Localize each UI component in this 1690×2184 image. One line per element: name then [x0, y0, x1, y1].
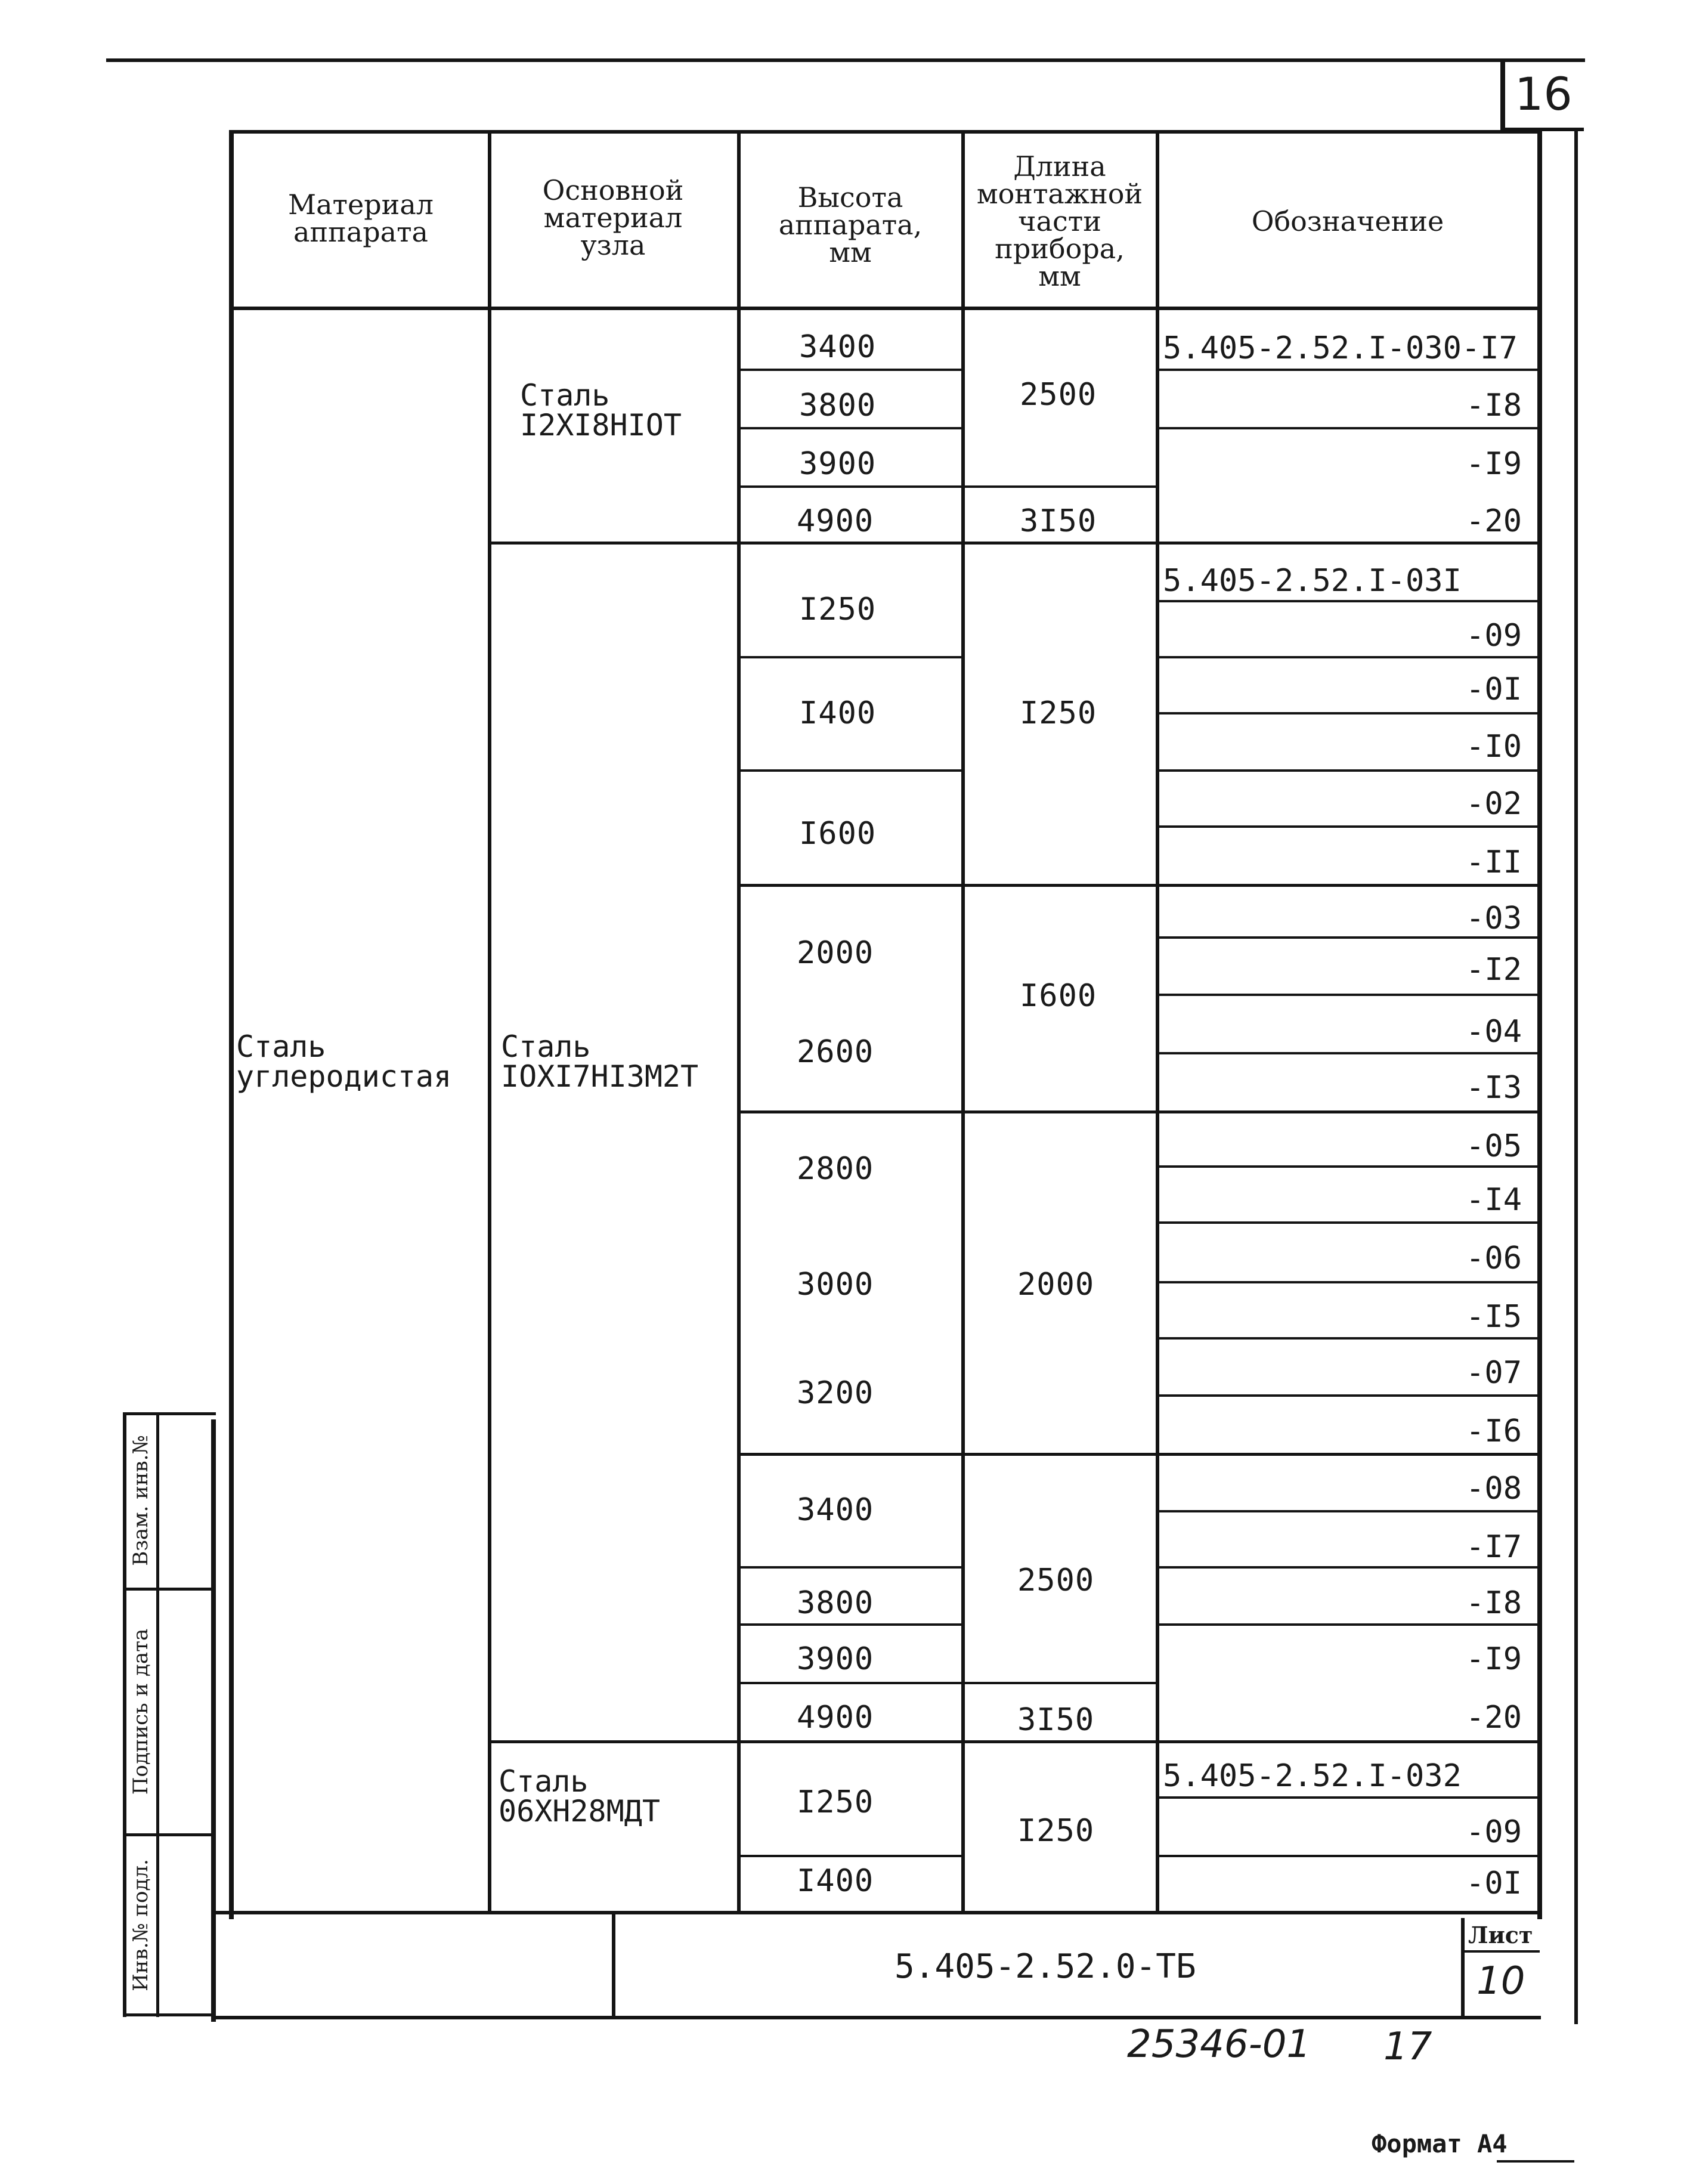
height-sep [739, 427, 964, 429]
designation-sep [1158, 1337, 1540, 1340]
height-cell: 3900 [797, 1641, 874, 1677]
designation-sep [1158, 1165, 1540, 1168]
header-base-material: Основной материал узла [542, 174, 684, 261]
length-cell: 2000 [1017, 1267, 1095, 1303]
header-designation: Обозначение [1251, 205, 1444, 237]
length-cell: I250 [1020, 695, 1097, 731]
height-sep [739, 369, 964, 371]
title-block-top [213, 1911, 1541, 1914]
stamp-replace-inv: Взам. инв.№ [129, 1435, 153, 1566]
base-material-sep-2 [490, 1740, 739, 1743]
col-sep-4 [1156, 130, 1159, 1913]
height-cell: I400 [799, 695, 877, 731]
designation-sep [1158, 656, 1540, 658]
designation-cell: 5.405-2.52.I-030-I7 [1163, 330, 1518, 366]
height-sep [739, 1110, 1541, 1113]
designation-sep [1158, 936, 1540, 939]
designation-sep [1158, 1394, 1540, 1397]
length-cell: I250 [1017, 1813, 1095, 1849]
designation-cell: -I4 [1466, 1182, 1522, 1218]
designation-cell: 5.405-2.52.I-032 [1163, 1758, 1462, 1794]
designation-cell: -I8 [1466, 388, 1522, 423]
material-value: Сталь углеродистая [236, 1029, 452, 1094]
designation-cell: -0I [1466, 1866, 1522, 1901]
height-cell: I400 [797, 1863, 874, 1899]
length-cell: 3I50 [1017, 1702, 1095, 1738]
length-cell: 2500 [1020, 377, 1097, 413]
designation-cell: -I5 [1466, 1299, 1522, 1335]
designation-sep [1158, 600, 1540, 602]
base-material-sep-1 [490, 542, 739, 545]
designation-sep [1158, 1623, 1540, 1626]
height-sep [739, 485, 1157, 488]
height-cell: 3200 [797, 1375, 874, 1411]
height-cell: 3400 [799, 329, 877, 365]
sheet-value: 10 [1477, 1959, 1525, 2003]
header-height: Высота аппарата, мм [778, 181, 923, 268]
designation-cell: -I3 [1466, 1070, 1522, 1106]
designation-cell: -II [1466, 844, 1522, 880]
header-bottom-border [233, 307, 1539, 310]
designation-cell: -I2 [1466, 952, 1522, 988]
right-outer-border [1574, 128, 1578, 2024]
title-block-bottom [213, 2016, 1541, 2019]
designation-cell: -I9 [1466, 446, 1522, 482]
title-block-sheet-mid [1462, 1950, 1540, 1953]
height-sep [739, 1623, 964, 1626]
stamp-inv-orig: Инв.№ подл. [129, 1859, 153, 1991]
height-cell: 3800 [797, 1585, 874, 1621]
bottom-handwritten-number: 25346-01 [1127, 2022, 1311, 2067]
designation-sep [1158, 369, 1540, 371]
stamp-row-sep-1 [123, 1588, 216, 1591]
designation-cell: -05 [1466, 1128, 1522, 1164]
col-sep-1 [488, 130, 491, 1913]
height-cell: 4900 [797, 503, 874, 539]
length-cell: 2500 [1017, 1563, 1095, 1598]
stamp-outer-left [123, 1412, 126, 2017]
title-block-sep [612, 1911, 615, 2018]
table-top-border [233, 130, 1542, 134]
designation-cell: -20 [1466, 1700, 1522, 1736]
height-cell: 4900 [797, 1700, 874, 1736]
designation-sep [1158, 427, 1540, 429]
designation-sep [1158, 825, 1540, 828]
table-right-border [1537, 130, 1542, 1919]
base-material-2: Сталь IOXI7HI3M2T [501, 1029, 699, 1094]
designation-sep [1158, 1052, 1540, 1054]
header-length: Длина монтажной части прибора, мм [976, 150, 1143, 292]
stamp-inner-sep [156, 1412, 159, 2017]
height-sep [739, 656, 964, 658]
height-sep [739, 1740, 1541, 1743]
length-cell: I600 [1020, 978, 1097, 1014]
height-cell: I600 [799, 816, 877, 852]
designation-cell: -I0 [1466, 729, 1522, 765]
table-left-border [229, 130, 234, 1919]
height-sep [739, 884, 1541, 887]
designation-cell: -09 [1466, 1814, 1522, 1850]
height-cell: 2800 [797, 1151, 874, 1187]
designation-cell: 5.405-2.52.I-03I [1163, 563, 1462, 599]
designation-sep [1158, 994, 1540, 996]
height-cell: 3900 [799, 446, 877, 482]
designation-sep [1158, 1796, 1540, 1799]
sheet-number-top: 16 [1515, 67, 1573, 120]
sheet-number-box-left [1500, 60, 1505, 130]
designation-sep [1158, 1510, 1540, 1512]
height-sep [739, 542, 1541, 545]
height-cell: 3400 [797, 1492, 874, 1528]
bottom-handwritten-page: 17 [1383, 2025, 1432, 2069]
document-code: 5.405-2.52.0-ТБ [894, 1947, 1196, 1986]
left-frame-border [211, 1419, 216, 2022]
col-sep-3 [961, 130, 965, 1913]
designation-cell: -20 [1466, 503, 1522, 539]
height-cell: 3800 [799, 388, 877, 423]
base-material-1: Сталь I2XI8HIOT [520, 378, 682, 443]
designation-cell: -04 [1466, 1014, 1522, 1050]
height-sep [739, 1682, 1157, 1684]
height-sep [739, 1453, 1541, 1456]
height-cell: I250 [799, 592, 877, 627]
designation-cell: -I8 [1466, 1585, 1522, 1621]
height-cell: I250 [797, 1784, 874, 1820]
designation-cell: -09 [1466, 618, 1522, 654]
designation-cell: -06 [1466, 1241, 1522, 1276]
height-cell: 2000 [797, 935, 874, 971]
height-sep [739, 1855, 964, 1857]
top-border-line [106, 58, 1585, 62]
designation-cell: -08 [1466, 1471, 1522, 1506]
stamp-sign-date: Подпись и дата [129, 1628, 153, 1795]
designation-cell: -I6 [1466, 1413, 1522, 1449]
designation-cell: -02 [1466, 786, 1522, 822]
designation-cell: -07 [1466, 1355, 1522, 1391]
designation-sep [1158, 712, 1540, 714]
designation-sep [1158, 1221, 1540, 1224]
title-block-sheet-sep [1461, 1918, 1465, 2017]
height-cell: 3000 [797, 1267, 874, 1303]
length-cell: 3I50 [1020, 503, 1097, 539]
height-cell: 2600 [797, 1034, 874, 1070]
base-material-3: Сталь 06XH28МДТ [499, 1764, 660, 1829]
designation-cell: -I9 [1466, 1641, 1522, 1677]
designation-sep [1158, 1566, 1540, 1569]
designation-sep [1158, 1855, 1540, 1857]
height-sep [739, 1566, 964, 1569]
designation-cell: -I7 [1466, 1529, 1522, 1565]
format-label: Формат А4 [1372, 2129, 1508, 2158]
designation-cell: -03 [1466, 901, 1522, 936]
designation-sep [1158, 769, 1540, 772]
stamp-top [123, 1412, 216, 1415]
designation-cell: -0I [1466, 672, 1522, 707]
sheet-label: Лист [1468, 1922, 1533, 1948]
format-underline [1497, 2160, 1574, 2163]
col-sep-2 [737, 130, 741, 1913]
designation-sep [1158, 1281, 1540, 1283]
header-material: Материал аппарата [288, 188, 434, 248]
height-sep [739, 769, 964, 772]
